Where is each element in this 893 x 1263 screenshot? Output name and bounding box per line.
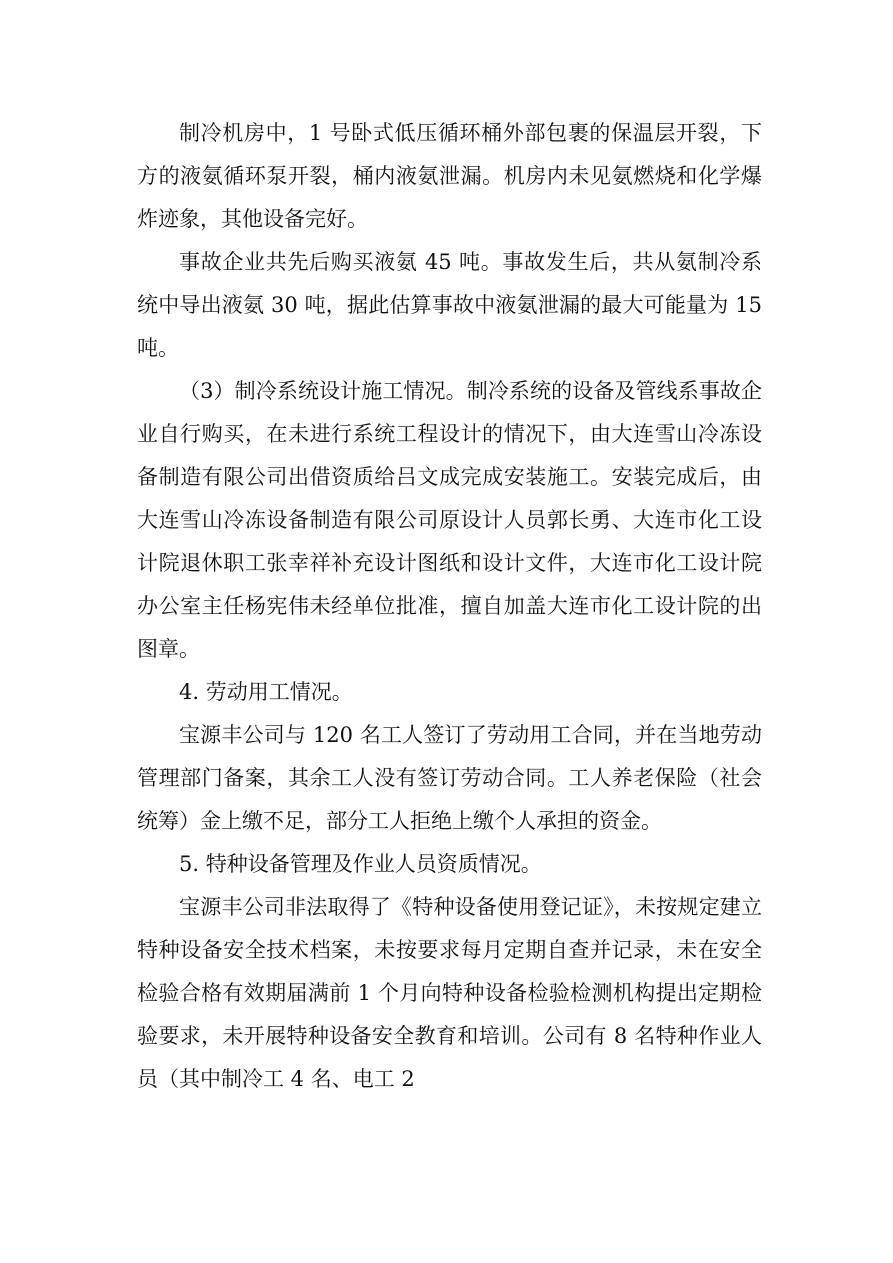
paragraph-labor-contracts: 宝源丰公司与 120 名工人签订了劳动用工合同，并在当地劳动管理部门备案，其余工人没有签订劳动合同。工人养老保险（社会统筹）金上缴不足，部分工人拒绝上缴个人承担的资金。 xyxy=(137,723,762,833)
heading-labor-employment: 4. 劳动用工情况。 xyxy=(179,680,353,704)
paragraph-refrigeration-room: 制冷机房中，1 号卧式低压循环桶外部包裹的保温层开裂，下方的液氨循环泵开裂，桶内液氨泄漏。机房内未见氨燃烧和化学爆炸迹象，其他设备完好。 xyxy=(137,121,762,231)
document-body xyxy=(137,112,762,1101)
paragraph-ammonia-quantity: 事故企业共先后购买液氨 45 吨。事故发生后，共从氨制冷系统中导出液氨 30 吨，据此估算事故中液氨泄漏的最大可能量为 15吨。 xyxy=(137,250,762,360)
paragraph-design-construction: （3）制冷系统设计施工情况。制冷系统的设备及管线系事故企业自行购买，在未进行系统工程设计的情况下，由大连雪山冷冻设备制造有限公司出借资质给吕文成完成安装施工。安装完成后，由大连雪山冷冻设备制造有限公司原设计人员郭长勇、大连市化工设计院退休职工张幸祥补充设计图纸和设计文件，大连市化工设计院办公室主任杨宪伟未经单位批准，擅自加盖大连市化工设计院的出图章。 xyxy=(137,379,762,661)
paragraph-special-equipment: 宝源丰公司非法取得了《特种设备使用登记证》，未按规定建立特种设备安全技术档案，未按要求每月定期自查并记录，未在安全检验合格有效期届满前 1 个月向特种设备检验检测机构提出定期检验要求，未开展特种设备安全教育和培训。公司有 8 名特种作业人员（其中制冷工 4 名、电工 2 xyxy=(137,895,762,1091)
heading-special-equipment: 5. 特种设备管理及作业人员资质情况。 xyxy=(179,852,542,876)
